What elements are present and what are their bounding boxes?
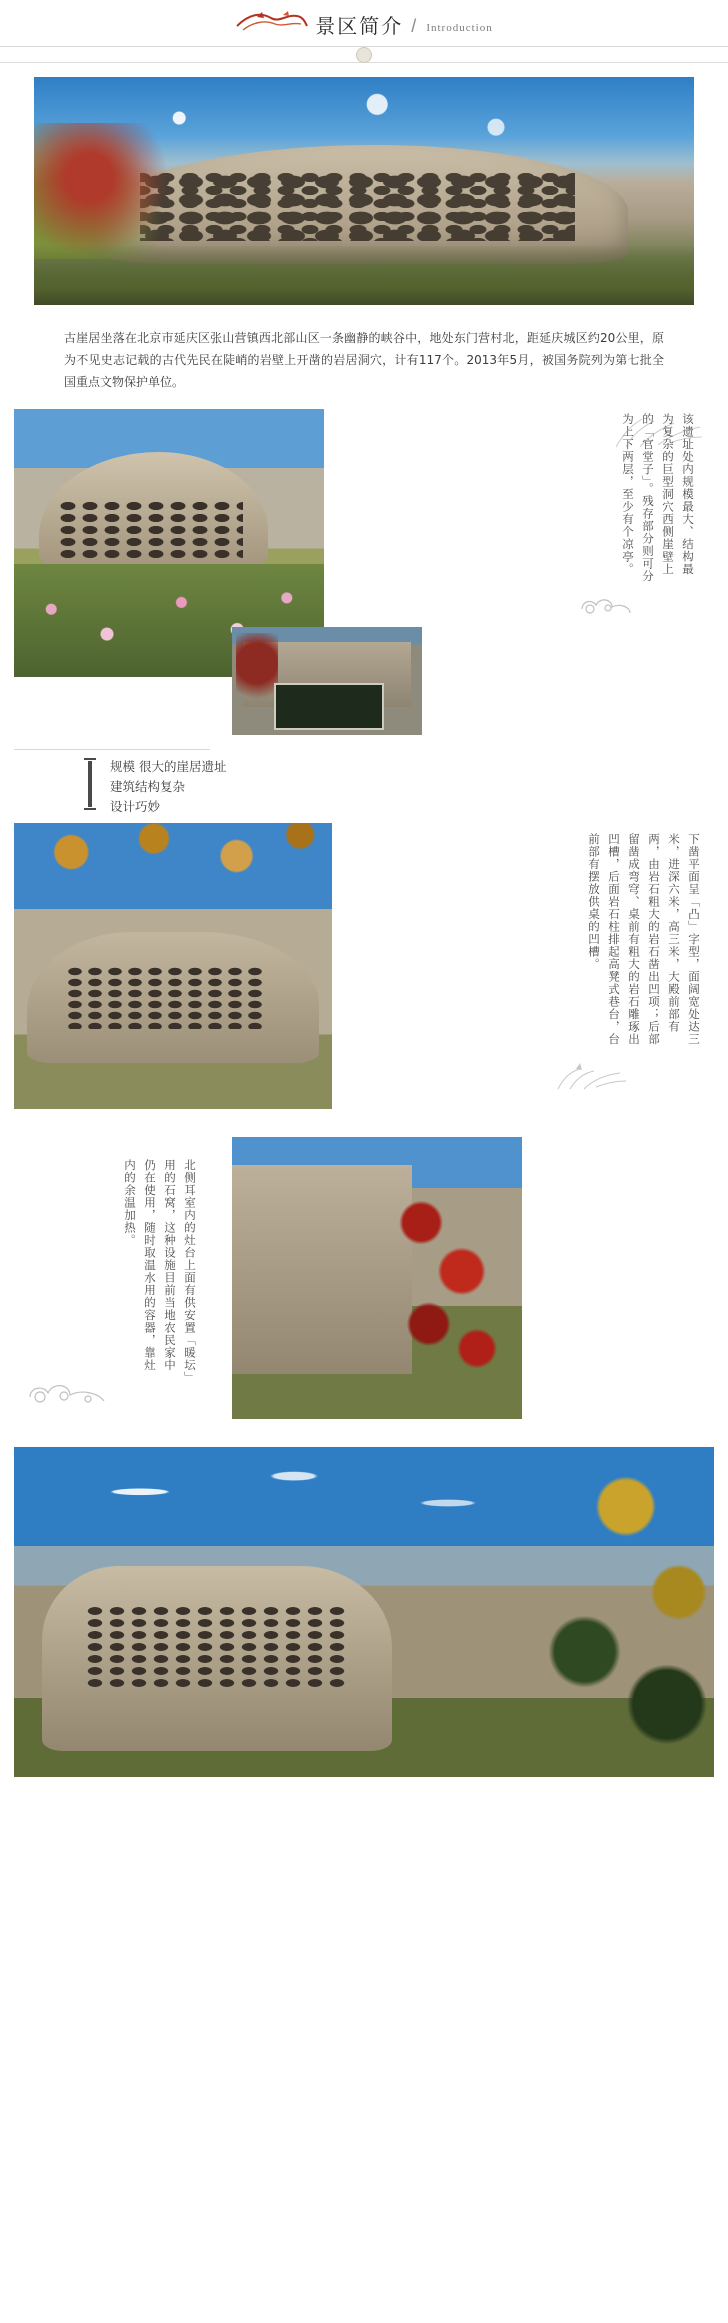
- section-cave-structure: [0, 823, 728, 1123]
- section3-photo: [14, 823, 332, 1109]
- section3-vertical-text: 下凿平面呈「凸」字型，面阔宽处达三米，进深六米，高三米，大殿前部有两，由岩石粗大的岩石凿出凹项；后部留凿成弯穹、桌前有粗大的岩石雕琢出凹槽，后面岩石柱排起高凳式巷台，台前部有摆放供桌的凹槽。: [587, 833, 701, 1046]
- section5-photo: [14, 1447, 714, 1777]
- cloud-ornament-icon: [578, 591, 638, 617]
- page-title-en: Introduction: [426, 22, 493, 34]
- section2-main-photo-alt: [20, 660, 128, 673]
- header-title-group: [235, 10, 492, 36]
- section5-trees: [420, 1447, 714, 1777]
- page-header: [0, 0, 728, 47]
- divider-dot-icon: [356, 47, 372, 63]
- section4-vertical-text-wrap: [120, 1159, 200, 1379]
- section4-photo-alt: [238, 1402, 319, 1415]
- section-kitchen-facilities: [0, 1137, 728, 1437]
- section3-vertical-text-wrap: [584, 833, 704, 1049]
- section2-caption-row: [0, 749, 728, 819]
- section2-ivy: [236, 633, 278, 709]
- hero-cave-holes: [140, 173, 576, 241]
- section3-autumn-leaves: [14, 823, 332, 920]
- header-divider: [0, 46, 728, 63]
- hero-ground: [34, 246, 694, 305]
- section-panorama: [0, 1447, 728, 1787]
- cloud-ornament-icon: [26, 1373, 112, 1407]
- section3-photo-alt: [20, 1092, 119, 1105]
- caption-line-2: 建筑结构复杂: [110, 779, 186, 794]
- intro-paragraph: 古崖居坐落在北京市延庆区张山营镇西北部山区一条幽静的峡谷中，地处东门营村北，距延庆城区约20公里，原为不见史志记载的古代先民在陡峭的岩壁上开凿的岩居洞穴，计有117个。2013年5月，被国务院列为第七批全国重点文物保护单位。: [64, 331, 664, 389]
- section2-secondary-photo-alt: [238, 718, 310, 731]
- caption-text: [110, 757, 226, 817]
- caption-line-1: 规模 很大的崖居遗址: [110, 759, 227, 774]
- caption-line-3: 设计巧妙: [110, 799, 161, 814]
- bird-ornament-icon: [552, 1059, 628, 1093]
- hero-foliage: [34, 123, 192, 260]
- hero-photo: [34, 77, 694, 305]
- section4-vertical-text: 北侧耳室内的灶台上面有供安置「暖坛」用的石窝，这种设施目前当地农民家中仍在使用，随时取温水用的容器，靠灶内的余温加热。: [123, 1159, 197, 1379]
- section-scenery-overview: [0, 409, 728, 739]
- hero-photo-alt: [40, 288, 121, 301]
- grass-ornament-icon: [610, 409, 706, 449]
- section4-red-ivy: [383, 1182, 511, 1385]
- section3-cave-holes: [65, 966, 262, 1029]
- caption-divider: [14, 749, 210, 750]
- dragon-ornament-icon: [235, 8, 309, 34]
- page-title: 景区简介: [315, 14, 404, 38]
- section5-cave-holes: [84, 1605, 350, 1691]
- title-separator: /: [411, 16, 417, 36]
- page-footer-space: [0, 1787, 728, 1797]
- section2-vertical-text: 该遗址处内规模最大、结构最为复杂的巨型洞穴西侧崖壁上的「官堂子」。残存部分则可分为上下两层，至少有个凉亭。: [621, 413, 695, 583]
- section4-photo: [232, 1137, 522, 1419]
- section5-photo-alt: [20, 1760, 137, 1773]
- section2-cave-holes: [57, 500, 243, 559]
- section2-secondary-photo: [232, 627, 422, 735]
- caption-bar-icon: [88, 761, 92, 807]
